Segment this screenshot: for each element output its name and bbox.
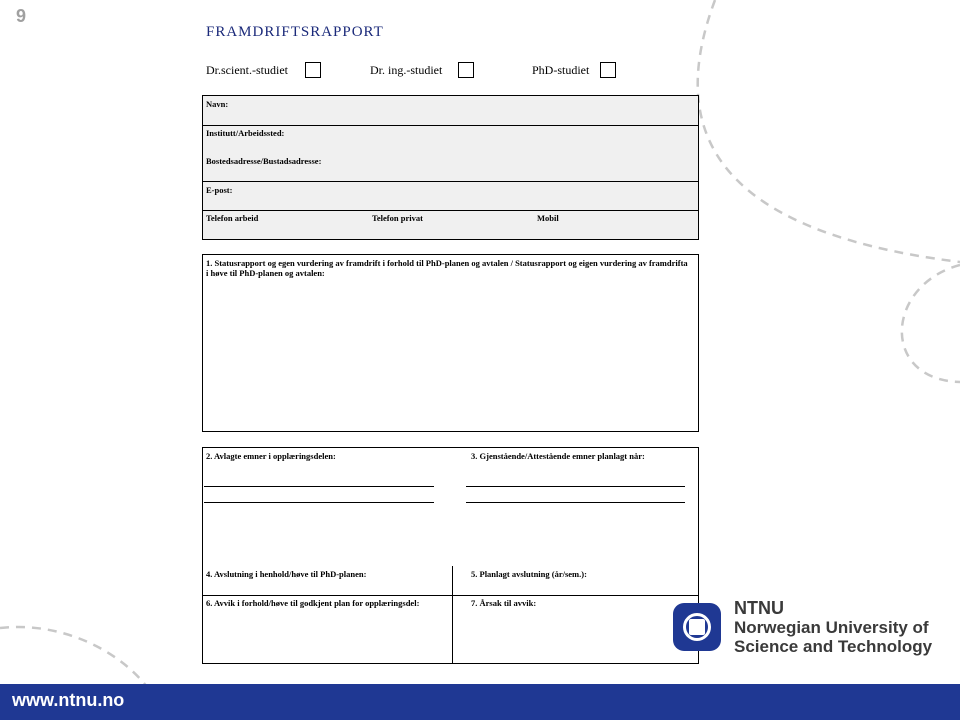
section-5-label: 5. Planlagt avslutning (år/sem.): — [471, 569, 587, 579]
courses-remaining-line-1[interactable] — [466, 486, 685, 487]
form-title: FRAMDRIFTSRAPPORT — [206, 24, 384, 40]
row-divider — [202, 181, 699, 182]
ntnu-logo-dot-icon — [689, 619, 705, 635]
section-7-label: 7. Årsak til avvik: — [471, 598, 537, 608]
section-2-label: 2. Avlagte emner i opplæringsdelen: — [206, 451, 336, 461]
courses-completed-line-2[interactable] — [204, 502, 434, 503]
checkbox-drscient[interactable] — [305, 62, 321, 78]
courses-completed-line-1[interactable] — [204, 486, 434, 487]
personal-info-box — [202, 95, 699, 240]
footer-bar — [0, 684, 960, 720]
column-divider — [452, 566, 453, 596]
logo-text-line3: Science and Technology — [734, 637, 933, 656]
institute-field[interactable]: Institutt/Arbeidssted: — [206, 128, 285, 138]
email-field[interactable]: E-post: — [206, 185, 233, 195]
phone-private-field[interactable]: Telefon privat — [372, 213, 423, 223]
courses-remaining-line-2[interactable] — [466, 502, 685, 503]
name-field[interactable]: Navn: — [206, 99, 229, 109]
row-divider — [202, 125, 699, 126]
mobile-field[interactable]: Mobil — [537, 213, 559, 223]
section-6-label: 6. Avvik i forhold/høve til godkjent plan for opplæringsdel: — [206, 598, 420, 608]
section-3-label: 3. Gjenstående/Attestående emner planlagt når: — [471, 451, 645, 461]
checkbox-phd[interactable] — [600, 62, 616, 78]
address-field[interactable]: Bostedsadresse/Bustadsadresse: — [206, 156, 322, 166]
study-option-label-drscient: Dr.scient.-studiet — [206, 63, 288, 77]
phone-work-field[interactable]: Telefon arbeid — [206, 213, 259, 223]
status-report-box[interactable] — [202, 254, 699, 432]
courses-box — [202, 447, 699, 664]
study-option-label-dring: Dr. ing.-studiet — [370, 63, 443, 77]
section-1-label: 1. Statusrapport og egen vurdering av framdrift i forhold til PhD-planen og avtalen / Statusrapport og eigen vurdering av framdrifta i høve til PhD-planen og avtalen: — [206, 258, 688, 278]
logo-text-line2: Norwegian University of — [734, 618, 929, 637]
row-divider — [202, 595, 699, 596]
study-option-label-phd: PhD-studiet — [532, 63, 590, 77]
checkbox-dring[interactable] — [458, 62, 474, 78]
footer-url[interactable]: www.ntnu.no — [12, 690, 125, 710]
logo-text-ntnu: NTNU — [734, 598, 784, 618]
section-4-label: 4. Avslutning i henhold/høve til PhD-planen: — [206, 569, 367, 579]
column-divider — [452, 595, 453, 664]
row-divider — [202, 210, 699, 211]
slide-number: 9 — [16, 6, 27, 26]
